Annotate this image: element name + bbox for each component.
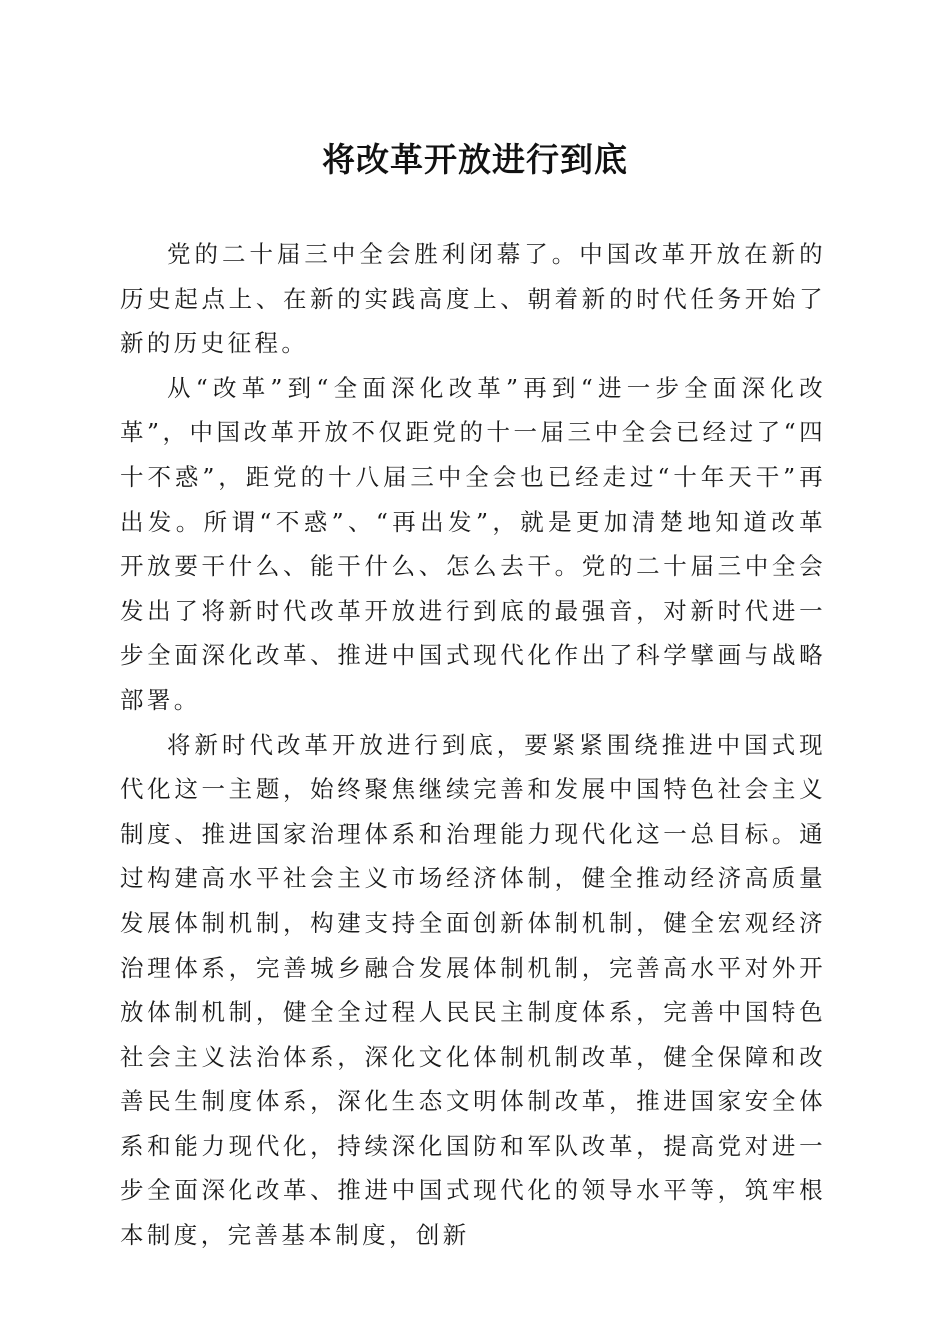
paragraph: 从“改革”到“全面深化改革”再到“进一步全面深化改革”，中国改革开放不仅距党的十一届三中全会已经过了“四十不惑”，距党的十八届三中全会也已经走过“十年天干”再出发。所谓“不惑”、“再出发”，就是更加清楚地知道改革开放要干什么、能干什么、怎么去干。党的二十届三中全会发出了将新时代改革开放进行到底的最强音，对新时代进一步全面深化改革、推进中国式现代化作出了科学擘画与战略部署。	[120, 373, 826, 714]
paragraph: 将新时代改革开放进行到底，要紧紧围绕推进中国式现代化这一主题，始终聚焦继续完善和发展中国特色社会主义制度、推进国家治理体系和治理能力现代化这一总目标。通过构建高水平社会主义市场经济体制，健全推动经济高质量发展体制机制，构建支持全面创新体制机制，健全宏观经济治理体系，完善城乡融合发展体制机制，完善高水平对外开放体制机制，健全全过程人民民主制度体系，完善中国特色社会主义法治体系，深化文化体制机制改革，健全保障和改善民生制度体系，深化生态文明体制改革，推进国家安全体系和能力现代化，持续深化国防和军队改革，提高党对进一步全面深化改革、推进中国式现代化的领导水平等，筑牢根本制度，完善基本制度，创新	[120, 730, 826, 1250]
paragraph: 党的二十届三中全会胜利闭幕了。中国改革开放在新的历史起点上、在新的实践高度上、朝着新的时代任务开始了新的历史征程。	[120, 240, 826, 358]
document-title: 将改革开放进行到底	[322, 140, 628, 179]
document-body	[120, 232, 826, 1258]
